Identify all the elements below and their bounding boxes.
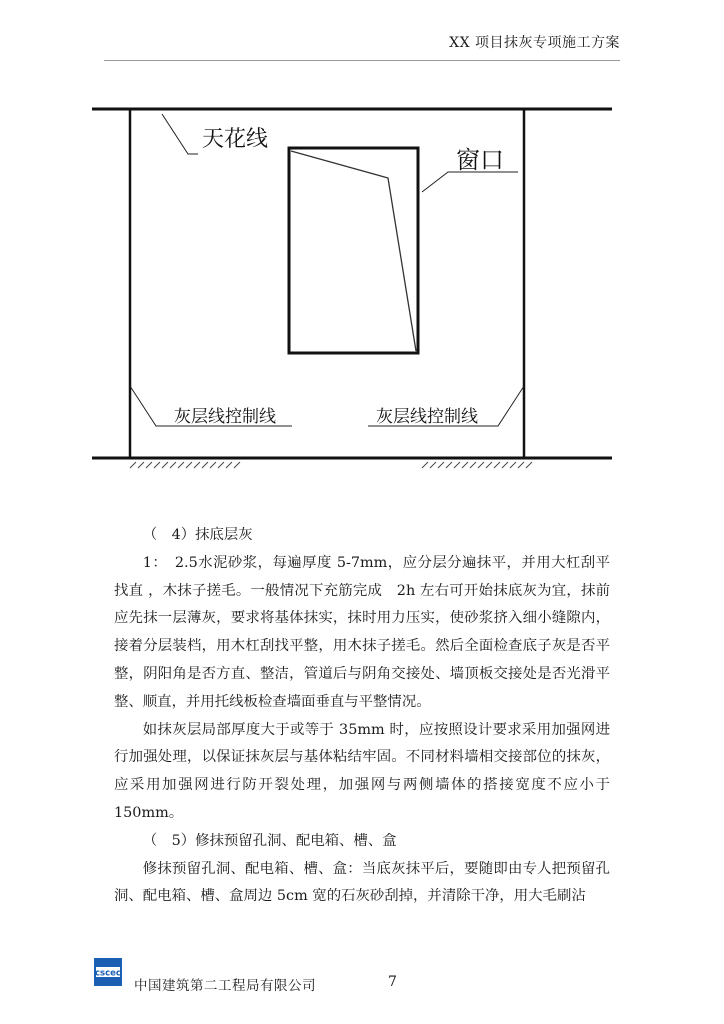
cscec-logo-icon [94,958,122,986]
ceiling-label-leader [162,114,198,154]
ground-hatching-right [422,462,532,468]
body-text [114,522,610,911]
header-divider [104,60,620,61]
company-logo [94,958,122,986]
window-sash-line [291,151,416,351]
diagram-drawing [86,96,616,486]
section-heading-5: （ 5）修抹预留孔洞、配电箱、槽、盒 [142,832,397,849]
paragraph-base-coat: 1： 2.5水泥砂浆，每遍厚度 5-7mm，应分层分遍抹平，并用大杠刮平找直 ，木抹子搓毛。一般情况下充筋完成 2h 左右可开始抹底灰为宜，抹前应先抹一层薄灰，要求将基体抹实，抹时用力压实，使砂浆挤入细小缝隙内，接着分层装档，用木杠刮找平整，用木抹子搓毛。然后全面检查底子灰是否平整，阴阳角是否方直、整洁，管道后与阴角交接处、墙顶板交接处是否光滑平整、顺直，并用托线板检查墙面垂直与平整情况。 [114,554,610,710]
paragraph-reinforcement-mesh: 如抹灰层局部厚度大于或等于 35mm 时，应按照设计要求采用加强网进行加强处理，以保证抹灰层与基体粘结牢固。不同材料墙相交接部位的抹灰，应采用加强网进行防开裂处理，加强网与两侧墙体的搭接宽度不应小于150mm。 [114,721,610,821]
control-line-label-left: 灰层线控制线 [174,407,276,427]
logo-text: cscec [95,968,121,979]
window-label-leader [422,172,518,192]
page-number: 7 [388,974,397,990]
control-line-label-right: 灰层线控制线 [376,407,478,427]
window-label: 窗口 [456,146,504,174]
plastering-control-line-diagram [86,96,616,486]
document-header-title: XX 项目抹灰专项施工方案 [449,35,620,51]
footer-company-name: 中国建筑第二工程局有限公司 [134,978,316,994]
ground-hatching-left [130,462,240,468]
window-frame [289,148,418,353]
ceiling-line-label: 天花线 [202,127,269,152]
section-heading-4: （ 4）抹底层灰 [142,527,253,543]
paragraph-openings-repair: 修抹预留孔洞、配电箱、槽、盒：当底灰抹平后，要随即由专人把预留孔洞、配电箱、槽、盒周边 5cm 宽的石灰砂刮掉，并清除干净，用大毛刷沾 [114,860,610,905]
